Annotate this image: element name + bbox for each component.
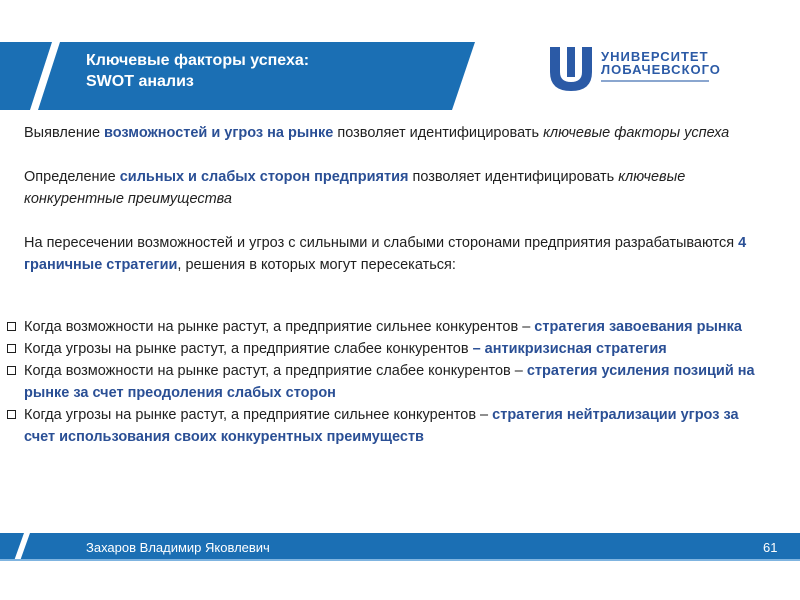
list-item-strategy: – антикризисная стратегия <box>472 341 667 357</box>
p2-highlight: сильных и слабых сторон предприятия <box>119 169 409 185</box>
p2-text-c: позволяет идентифицировать <box>408 169 619 185</box>
paragraph-3 <box>24 232 764 276</box>
list-item <box>4 338 764 360</box>
p2-italic: ключевые конкурентные преимущества <box>24 169 686 207</box>
p2-text-a: Определение <box>24 169 120 185</box>
p1-text-c: позволяет идентифицировать <box>333 125 544 141</box>
list-item-text: Когда угрозы на рынке растут, а предприятие слабее конкурентов <box>24 341 473 357</box>
list-item-text: Когда возможности на рынке растут, а предприятие слабее конкурентов – <box>24 363 527 379</box>
slide-content <box>24 122 764 298</box>
paragraph-1 <box>24 122 764 144</box>
list-item <box>4 360 764 404</box>
checkbox-bullet-icon <box>7 410 16 419</box>
list-item-strategy: стратегия усиления позиций на рынке за счет преодоления слабых сторон <box>24 363 755 401</box>
p1-italic: ключевые факторы успеха <box>543 125 730 141</box>
p3-highlight: 4 граничные стратегии <box>24 235 747 273</box>
list-item-strategy: стратегия завоевания рынка <box>534 319 742 335</box>
logo-text-line1: УНИВЕРСИТЕТ <box>601 49 709 64</box>
p1-text-a: Выявление <box>24 125 105 141</box>
list-item-text: Когда возможности на рынке растут, а предприятие сильнее конкурентов – <box>24 319 535 335</box>
logo-tagline-line <box>601 80 709 82</box>
paragraph-2 <box>24 166 764 210</box>
footer-author: Захаров Владимир Яковлевич <box>86 540 270 555</box>
list-item <box>4 316 764 338</box>
checkbox-bullet-icon <box>7 322 16 331</box>
page-number: 61 <box>763 540 778 555</box>
slide-title-line1: Ключевые факторы успеха: <box>86 52 310 69</box>
p1-highlight: возможностей и угроз на рынке <box>104 125 334 141</box>
checkbox-bullet-icon <box>7 344 16 353</box>
p3-text-a: На пересечении возможностей и угроз с сильными и слабыми сторонами предприятия разрабатываются <box>24 235 739 251</box>
slide-title <box>86 50 309 92</box>
checkbox-bullet-icon <box>7 366 16 375</box>
list-item-text: Когда угрозы на рынке растут, а предприятие сильнее конкурентов – <box>24 407 493 423</box>
logo-text-line2: ЛОБАЧЕВСКОГО <box>601 62 721 77</box>
p3-text-c: , решения в которых могут пересекаться: <box>177 257 456 273</box>
strategy-list <box>4 316 764 448</box>
list-item <box>4 404 764 448</box>
slide-title-line2: SWOT анализ <box>86 73 194 90</box>
list-item-strategy: стратегия нейтрализации угроз за счет использования своих конкурентных преимуществ <box>24 407 739 445</box>
